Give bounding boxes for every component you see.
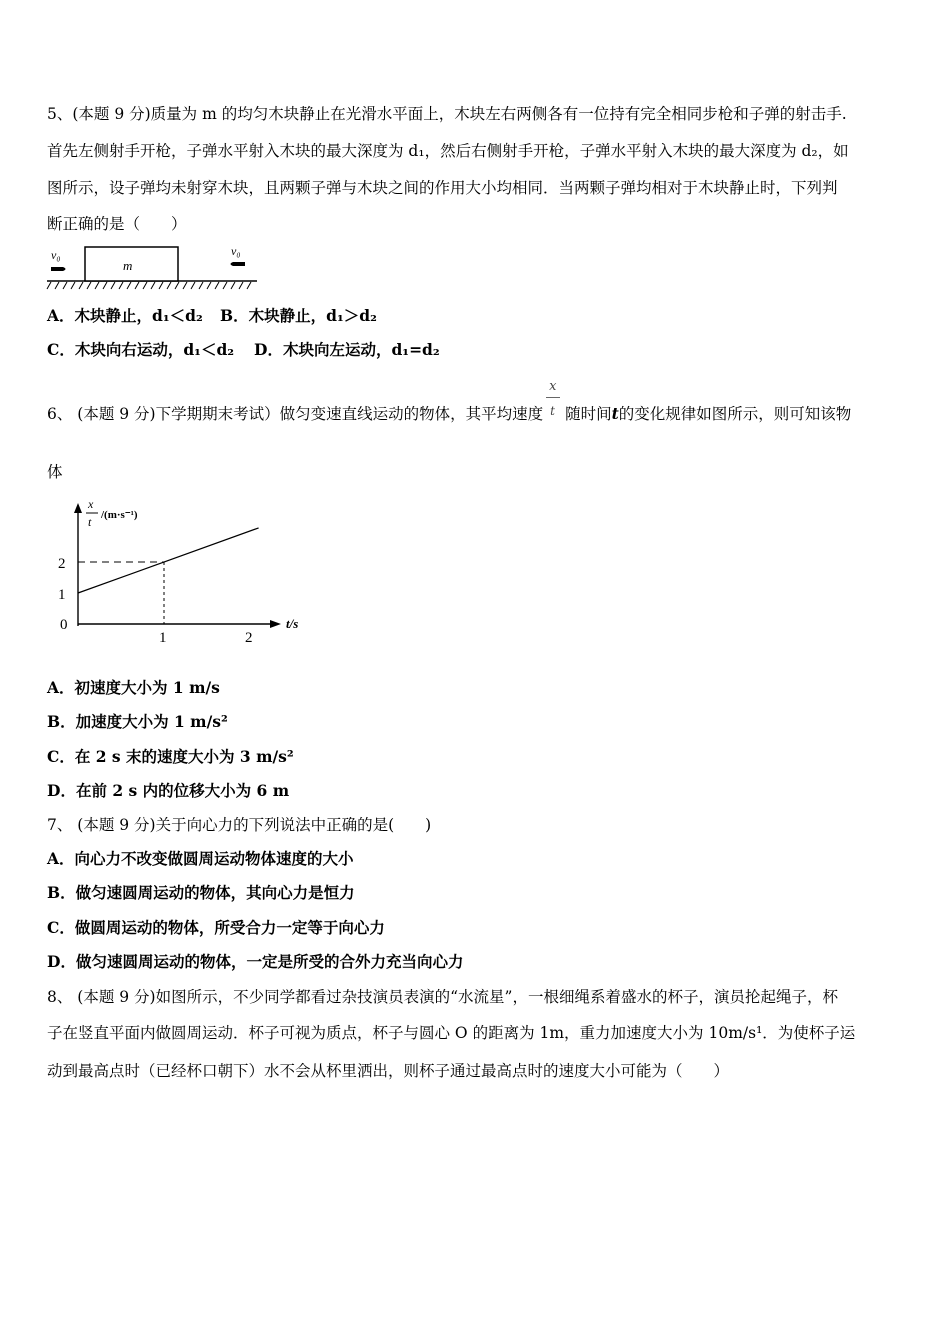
y-axis-arrow [74, 503, 82, 513]
q6-stem-t: t [611, 404, 619, 423]
q6-stem-line-2: 体 [47, 463, 63, 481]
block-mass-label: m [123, 258, 133, 273]
x-tick-label-0: 0 [60, 617, 68, 633]
right-bullet [231, 262, 246, 266]
x-tick-label-2: 2 [245, 630, 253, 646]
q6-stem-part-2: 随时间 [565, 405, 612, 423]
q5-option-a: A．木块静止，d₁＜d₂ [47, 306, 203, 325]
q6-stem-part-3: 的变化规律如图所示，则可知该物 [618, 405, 852, 423]
q8-stem-line-2: 子在竖直平面内做圆周运动．杯子可视为质点，杯子与圆心 O 的距离为 1m，重力加速度大小为 10m/s¹．为使杯子运 [47, 1024, 856, 1042]
x-axis-arrow [270, 620, 281, 628]
x-axis-label: t/s [286, 616, 299, 631]
x-tick-label-1: 1 [159, 630, 167, 646]
fraction-denominator: t [550, 404, 555, 418]
left-bullet [51, 267, 66, 271]
y-tick-label-1: 1 [58, 587, 66, 603]
q6-stem-part-1: 6、 (本题 9 分)下学期期末考试）做匀变速直线运动的物体，其平均速度 [47, 405, 544, 423]
y-tick-label-2: 2 [58, 556, 66, 572]
q6-stem-line-1 [47, 379, 852, 424]
q5-stem-line-3: 图所示，设子弹均未射穿木块，且两颗子弹与木块之间的作用大小均相同．当两颗子弹均相对于木块静止时，下列判 [47, 179, 838, 197]
q5-block-figure [45, 243, 260, 291]
y-label-numerator: x [88, 497, 94, 511]
q5-stem-line-1: 5、(本题 9 分)质量为 m 的均匀木块静止在光滑水平面上，木块左右两侧各有一位持有完全相同步枪和子弹的射击手. [47, 105, 847, 123]
q5-option-b: B．木块静止，d₁＞d₂ [220, 306, 377, 325]
q7-stem: 7、 (本题 9 分)关于向心力的下列说法中正确的是( ) [47, 816, 432, 834]
q5-stem-line-4: 断正确的是（ ） [47, 215, 187, 233]
q7-option-d: D．做匀速圆周运动的物体，一定是所受的合外力充当向心力 [47, 952, 464, 971]
q7-option-b: B．做匀速圆周运动的物体，其向心力是恒力 [47, 883, 355, 902]
q8-stem-line-3: 动到最高点时（已经杯口朝下）水不会从杯里洒出，则杯子通过最高点时的速度大小可能为（ ） [47, 1062, 730, 1080]
right-velocity-label: v₀ [231, 244, 241, 258]
fraction-numerator: x [549, 379, 557, 394]
q6-option-d: D．在前 2 s 内的位移大小为 6 m [47, 781, 290, 800]
q5-option-c: C．木块向右运动，d₁＜d₂ [47, 340, 235, 359]
q8-stem-line-1: 8、 (本题 9 分)如图所示，不少同学都看过杂技演员表演的“水流星”，一根细绳系着盛水的杯子，演员抡起绳子，杯 [47, 988, 838, 1006]
q7-option-a: A．向心力不改变做圆周运动物体速度的大小 [47, 849, 354, 868]
y-axis-unit: /(m·s⁻¹) [101, 509, 138, 521]
y-label-denominator: t [88, 515, 92, 529]
q6-option-b: B．加速度大小为 1 m/s² [47, 712, 228, 731]
q6-option-a: A．初速度大小为 1 m/s [47, 678, 220, 697]
q6-velocity-time-chart [48, 495, 318, 655]
left-velocity-label: v₀ [51, 248, 61, 262]
q5-option-d: D．木块向左运动，d₁=d₂ [254, 340, 440, 359]
series-line [78, 528, 259, 593]
q6-average-velocity-fraction [545, 379, 563, 419]
q5-stem-line-2: 首先左侧射手开枪，子弹水平射入木块的最大深度为 d₁，然后右侧射手开枪，子弹水平射入木块的最大深度为 d₂，如 [47, 142, 849, 160]
q7-option-c: C．做圆周运动的物体，所受合力一定等于向心力 [47, 918, 385, 937]
q6-option-c: C．在 2 s 末的速度大小为 3 m/s² [47, 747, 294, 766]
